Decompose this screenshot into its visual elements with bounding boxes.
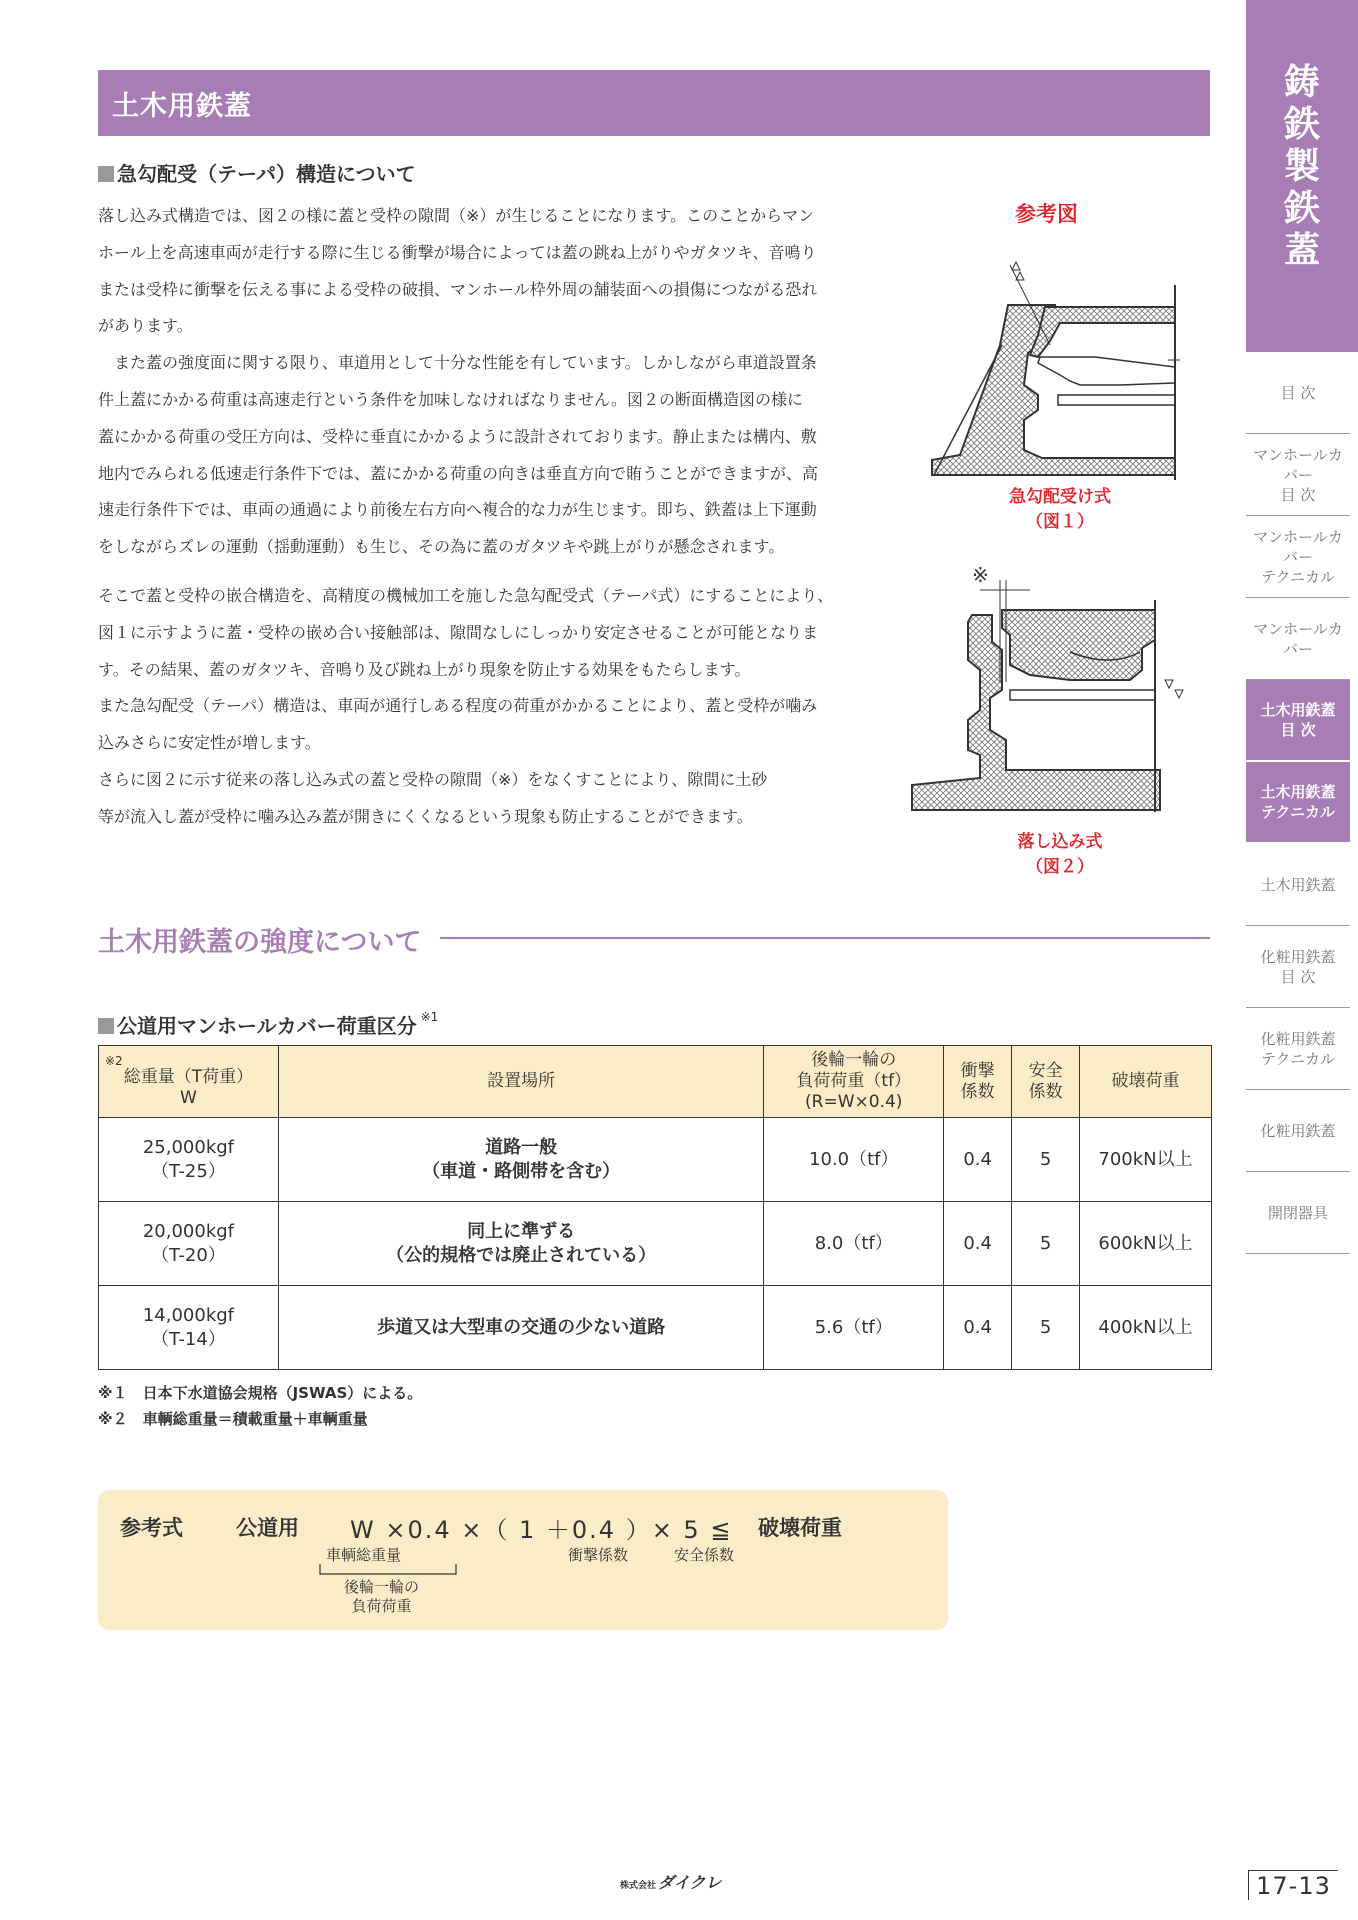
cell-breaking: 400kN以上 bbox=[1080, 1286, 1212, 1370]
sidebar-item-manhole-technical[interactable]: マンホールカバー テクニカル bbox=[1246, 516, 1350, 598]
formula-expression: W ×0.4 ×（ 1 ＋0.4 ）× 5 ≦ bbox=[350, 1516, 733, 1544]
footnote-2: ※２ 車輌総重量＝積載重量＋車輌重量 bbox=[98, 1410, 368, 1428]
text-line: また蓋の強度面に関する限り、車道用として十分な性能を有しています。しかしながら車道設置条 bbox=[98, 353, 817, 373]
category-char: 鋳 bbox=[1283, 62, 1320, 103]
text-line: 込みさらに安定性が増します。 bbox=[98, 733, 321, 753]
page-number: 17-13 bbox=[1248, 1870, 1338, 1900]
figure-2-drop-in-diagram bbox=[910, 580, 1190, 815]
cell-impact: 0.4 bbox=[944, 1286, 1012, 1370]
col-impact: 衝撃 係数 bbox=[944, 1046, 1012, 1118]
sidebar-nav bbox=[1246, 0, 1358, 1920]
page-title-bar bbox=[98, 70, 1210, 136]
figure-1-taper-diagram bbox=[920, 245, 1180, 485]
category-char: 鉄 bbox=[1283, 104, 1320, 145]
col-breaking: 破壊荷重 bbox=[1080, 1046, 1212, 1118]
table-row bbox=[99, 1286, 1212, 1370]
paragraph-block-2 bbox=[98, 578, 888, 836]
formula-sub-vehicle: 車輌総重量 bbox=[326, 1546, 402, 1564]
cell-safety: 5 bbox=[1012, 1118, 1080, 1202]
col-safety: 安全 係数 bbox=[1012, 1046, 1080, 1118]
page-title: 土木用鉄蓋 bbox=[112, 91, 252, 122]
formula-sub-safety: 安全係数 bbox=[674, 1546, 735, 1564]
table-header-row bbox=[99, 1046, 1212, 1118]
square-bullet-icon bbox=[98, 166, 114, 182]
footnote-1: ※１ 日本下水道協会規格（JSWAS）による。 bbox=[98, 1384, 423, 1402]
formula-box bbox=[98, 1490, 948, 1630]
col-rear-wheel: 後輪一輪の 負荷荷重（tf） (R=W×0.4) bbox=[764, 1046, 944, 1118]
sidebar-item-civil-technical[interactable]: 土木用鉄蓋 テクニカル bbox=[1246, 762, 1350, 844]
heading-rule bbox=[440, 937, 1210, 939]
text-line: 蓋にかかる荷重の受圧方向は、受枠に垂直にかかるように設計されております。静止または構内、敷 bbox=[98, 426, 817, 446]
cell-breaking: 600kN以上 bbox=[1080, 1202, 1212, 1286]
cell-weight: 20,000kgf （T-20） bbox=[99, 1202, 279, 1286]
formula-label: 参考式 bbox=[120, 1516, 183, 1540]
gap-mark: ※ bbox=[972, 563, 989, 587]
sidebar-item-manhole-toc[interactable]: マンホールカバー 目 次 bbox=[1246, 434, 1350, 516]
cell-impact: 0.4 bbox=[944, 1202, 1012, 1286]
text-line: す。その結果、蓋のガタツキ、音鳴り及び跳ね上がり現象を防止する効果をもたらします。 bbox=[98, 659, 751, 679]
cell-breaking: 700kN以上 bbox=[1080, 1118, 1212, 1202]
text-line: をしながらズレの運動（揺動運動）も生じ、その為に蓋のガタツキや跳上がりが懸念されます。 bbox=[98, 537, 785, 557]
col-place: 設置場所 bbox=[278, 1046, 763, 1118]
text-line: があります。 bbox=[98, 316, 193, 336]
cell-safety: 5 bbox=[1012, 1286, 1080, 1370]
load-class-table bbox=[98, 1045, 1212, 1370]
cell-weight: 25,000kgf （T-25） bbox=[99, 1118, 279, 1202]
formula-sub-impact: 衝撃係数 bbox=[568, 1546, 629, 1564]
company-logo: 株式会社 ダイクレ bbox=[620, 1873, 722, 1892]
square-bullet-icon bbox=[98, 1018, 114, 1034]
table-title: 公道用マンホールカバー荷重区分 $^{※1}$ bbox=[98, 1010, 438, 1039]
figure-2-caption: 落し込み式 （図２） bbox=[1017, 832, 1103, 877]
text-line: 図１に示すように蓋・受枠の嵌め合い接触部は、隙間なしにしっかり安定させることが可能となりま bbox=[98, 622, 819, 642]
text-line: さらに図２に示す従来の落し込み式の蓋と受枠の隙間（※）をなくすことにより、隙間に土砂 bbox=[98, 769, 768, 789]
table-row bbox=[99, 1202, 1212, 1286]
sidebar-category-label bbox=[1246, 62, 1358, 272]
text-line: 地内でみられる低速走行条件下では、蓋にかかる荷重の向きは垂直方向で賄うことができますが、高 bbox=[98, 463, 819, 483]
sidebar-item-manhole-cover[interactable]: マンホールカバー bbox=[1246, 598, 1350, 680]
section-heading-taper: 急勾配受（テーパ）構造について bbox=[98, 158, 416, 187]
figure-1-caption: 急勾配受け式 （図１） bbox=[1009, 487, 1111, 532]
table-row bbox=[99, 1118, 1212, 1202]
category-char: 蓋 bbox=[1283, 230, 1320, 271]
formula-bracket bbox=[318, 1562, 458, 1578]
category-char: 製 bbox=[1283, 146, 1320, 187]
col-weight: ※2 総重量（T荷重） W bbox=[99, 1046, 279, 1118]
cell-weight: 14,000kgf （T-14） bbox=[99, 1286, 279, 1370]
formula-road: 公道用 bbox=[236, 1516, 299, 1540]
sidebar-item-decorative-toc[interactable]: 化粧用鉄蓋 目 次 bbox=[1246, 926, 1350, 1008]
text-line: また急勾配受（テーパ）構造は、車両が通行しある程度の荷重がかかることにより、蓋と受枠が噛み bbox=[98, 696, 818, 716]
text-line: 落し込み式構造では、図２の様に蓋と受枠の隙間（※）が生じることになります。このことからマン bbox=[98, 206, 815, 225]
sidebar-item-civil-toc[interactable]: 土木用鉄蓋 目 次 bbox=[1246, 680, 1350, 762]
sidebar-item-decorative-cover[interactable]: 化粧用鉄蓋 bbox=[1246, 1090, 1350, 1172]
sidebar-item-decorative-technical[interactable]: 化粧用鉄蓋 テクニカル bbox=[1246, 1008, 1350, 1090]
formula-sub-rear: 後輪一輪の 負荷荷重 bbox=[344, 1578, 420, 1615]
sidebar-item-opening-tools[interactable]: 開閉器具 bbox=[1246, 1172, 1350, 1254]
figure-title: 参考図 bbox=[1015, 202, 1078, 226]
text-line: 速走行条件下では、車両の通過により前後左右方向へ複合的な力が生じます。即ち、鉄蓋は上下運動 bbox=[98, 500, 817, 520]
cell-rear: 5.6（tf） bbox=[764, 1286, 944, 1370]
category-char: 鉄 bbox=[1283, 188, 1320, 229]
cell-rear: 10.0（tf） bbox=[764, 1118, 944, 1202]
cell-safety: 5 bbox=[1012, 1202, 1080, 1286]
sidebar-item-civil-cover[interactable]: 土木用鉄蓋 bbox=[1246, 844, 1350, 926]
cell-impact: 0.4 bbox=[944, 1118, 1012, 1202]
cell-rear: 8.0（tf） bbox=[764, 1202, 944, 1286]
strength-heading: 土木用鉄蓋の強度について bbox=[98, 927, 422, 958]
formula-result: 破壊荷重 bbox=[758, 1516, 842, 1540]
cell-place: 道路一般 （車道・路側帯を含む） bbox=[278, 1118, 763, 1202]
paragraph-block-1 bbox=[98, 198, 888, 566]
sidebar-item-toc[interactable]: 目 次 bbox=[1246, 352, 1350, 434]
sidebar-category bbox=[1246, 0, 1358, 352]
text-line: 件上蓋にかかる荷重は高速走行という条件を加味しなければなりません。図２の断面構造図の様に bbox=[98, 389, 803, 409]
text-line: そこで蓋と受枠の嵌合構造を、高精度の機械加工を施した急勾配受式（テーパ式）にすることにより、 bbox=[98, 586, 834, 605]
text-line: または受枠に衝撃を伝える事による受枠の破損、マンホール枠外周の舗装面への損傷につながる恐れ bbox=[98, 279, 818, 299]
text-line: 等が流入し蓋が受枠に噛み込み蓋が開きにくくなるという現象も防止することができます。 bbox=[98, 806, 753, 826]
cell-place: 同上に準ずる （公的規格では廃止されている） bbox=[278, 1202, 763, 1286]
text-line: ホール上を高速車両が走行する際に生じる衝撃が場合によっては蓋の跳ね上がりやガタツキ、音鳴り bbox=[98, 242, 817, 262]
cell-place: 歩道又は大型車の交通の少ない道路 bbox=[278, 1286, 763, 1370]
